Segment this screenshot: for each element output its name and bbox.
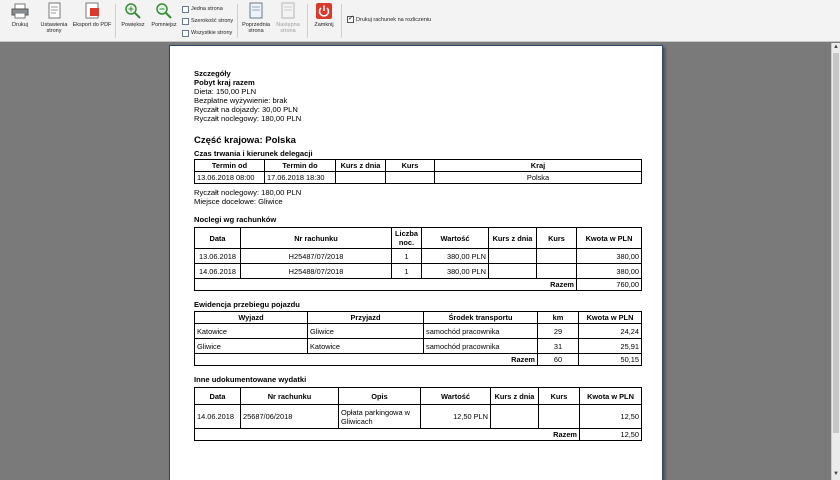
table-cell [195,279,537,291]
table-cell: Gliwice [195,339,308,354]
table-header: Termin od [195,160,265,172]
table-cell: H25488/07/2018 [241,264,392,279]
checkbox-checked-icon [347,16,354,23]
table-cell: 25687/06/2018 [241,405,339,429]
table-header: Przyjazd [308,312,424,324]
table-cell: 31 [538,339,579,354]
table-cell [489,264,537,279]
domestic-title: Część krajowa: Polska [194,135,296,146]
table-header: Kurs z dnia [491,388,539,405]
table-header: Termin do [265,160,336,172]
zoom-out-icon [154,2,174,20]
lodging-title: Noclegi wg rachunków [194,215,277,224]
table-row [195,339,642,354]
export-pdf-button[interactable]: Eksport do PDF [72,2,112,40]
table-cell: 25,91 [579,339,642,354]
diet-text: Dieta: 150,00 PLN [194,87,257,96]
table-cell [537,249,577,264]
page-setup-icon [44,2,64,20]
table-cell [195,429,539,441]
table-row [195,324,642,339]
stay-title: Pobyt kraj razem [194,78,255,87]
table-header: Wyjazd [195,312,308,324]
table-header: km [538,312,579,324]
table-header-row [195,160,642,172]
toolbar-separator [115,4,116,38]
table-header-row [195,388,642,405]
table-header: Kurs [539,388,580,405]
table-cell: 380,00 [577,264,642,279]
table-cell: Opłata parkingowa w Gliwicach [339,405,421,429]
scroll-up-icon[interactable]: ▲ [833,44,839,50]
table-cell [539,405,580,429]
table-header: Kraj [435,160,642,172]
table-header: Kurs z dnia [489,228,537,249]
next-page-button[interactable]: Następna strona [272,2,304,40]
table-header: Kwota w PLN [577,228,642,249]
table-header: Wartość [422,228,489,249]
table-cell: 24,24 [579,324,642,339]
table-row [195,172,642,184]
power-icon [314,2,334,20]
table-row [195,249,642,264]
total-label: Razem [424,354,538,366]
zoom-in-icon [123,2,143,20]
table-cell: 14.06.2018 [195,264,241,279]
next-page-icon [278,2,298,20]
table-cell: samochód pracownika [424,324,538,339]
print-receipt-checkbox[interactable]: ✓ Drukuj rachunek na rozliczeniu [347,16,431,23]
toolbar [0,0,840,42]
table-cell: 13.06.2018 [195,249,241,264]
printer-icon [10,2,30,20]
table-row [195,264,642,279]
other-expenses-table [194,387,642,441]
table-header: Kwota w PLN [579,312,642,324]
table-cell: Gliwice [308,324,424,339]
table-cell: 380,00 PLN [422,249,489,264]
lodging-table [194,227,642,291]
table-cell: 380,00 [577,249,642,264]
table-header: Nr rachunku [241,388,339,405]
table-header: Liczba noc. [392,228,422,249]
report-page [169,45,663,480]
toolbar-separator [237,4,238,38]
free-meals-text: Bezpłatne wyżywienie: brak [194,96,288,105]
table-cell: 12,50 PLN [421,405,491,429]
table-header: Nr rachunku [241,228,392,249]
pdf-icon [82,2,102,20]
table-header: Kurs z dnia [336,160,386,172]
table-cell: H25487/07/2018 [241,249,392,264]
table-cell: 13.06.2018 08:00 [195,172,265,184]
all-pages-button[interactable]: Wszystkie strony [182,28,232,38]
table-cell: Katowice [308,339,424,354]
lodging-lump-text: Ryczałt noclegowy: 180,00 PLN [194,114,302,123]
all-pages-icon [182,30,189,37]
table-cell [491,405,539,429]
details-title: Szczegóły [194,69,231,78]
duration-table [194,159,642,184]
table-row [195,405,642,429]
page-width-button[interactable]: Szerokość strony [182,16,233,26]
vehicle-table [194,311,642,366]
table-header-row [195,228,642,249]
table-cell [537,264,577,279]
table-cell: Katowice [195,324,308,339]
print-button[interactable]: Drukuj [6,2,34,40]
table-header: Data [195,388,241,405]
zoom-in-button[interactable]: Powiększ [120,2,146,40]
table-total-row [195,354,642,366]
table-cell: Polska [435,172,642,184]
total-value: 760,00 [577,279,642,291]
table-header: Opis [339,388,421,405]
table-cell: samochód pracownika [424,339,538,354]
one-page-icon [182,6,189,13]
table-cell: 29 [538,324,579,339]
zoom-out-button[interactable]: Pomniejsz [150,2,178,40]
table-cell: 1 [392,249,422,264]
report-content [194,69,642,441]
prev-page-button[interactable]: Poprzednia strona [240,2,272,40]
page-width-icon [182,18,189,25]
table-cell: 12,50 [580,405,642,429]
total-value: 50,15 [579,354,642,366]
vehicle-title: Ewidencja przebiegu pojazdu [194,300,300,309]
total-km: 60 [538,354,579,366]
table-cell: 14.06.2018 [195,405,241,429]
page-setup-button[interactable]: Ustawienia strony [38,2,70,40]
commute-lump-text: Ryczałt na dojazdy: 30,00 PLN [194,105,298,114]
table-total-row [195,429,642,441]
table-header-row [195,312,642,324]
table-cell [195,354,424,366]
table-header: Kwota w PLN [580,388,642,405]
vertical-scrollbar[interactable] [831,43,840,480]
table-header: Wartość [421,388,491,405]
total-value: 12,50 [580,429,642,441]
table-total-row [195,279,642,291]
one-page-button[interactable]: Jedna strona [182,4,223,14]
table-cell: 380,00 PLN [422,264,489,279]
destination-text: Miejsce docelowe: Gliwice [194,197,283,206]
total-label: Razem [537,279,577,291]
table-header: Kurs [386,160,435,172]
table-header: Środek transportu [424,312,538,324]
table-cell: 1 [392,264,422,279]
domestic-lodging-lump: Ryczałt noclegowy: 180,00 PLN [194,188,302,197]
other-title: Inne udokumentowane wydatki [194,375,307,384]
scroll-down-icon[interactable]: ▼ [833,471,839,477]
table-header: Kurs [537,228,577,249]
table-cell [336,172,386,184]
table-cell [386,172,435,184]
scrollbar-thumb[interactable] [833,53,839,433]
total-label: Razem [539,429,580,441]
toolbar-separator [341,4,342,38]
toolbar-separator [307,4,308,38]
prev-page-icon [246,2,266,20]
table-header: Data [195,228,241,249]
table-cell: 17.06.2018 18:30 [265,172,336,184]
close-button[interactable]: Zamknij [311,2,337,40]
duration-title: Czas trwania i kierunek delegacji [194,149,313,158]
table-cell [489,249,537,264]
